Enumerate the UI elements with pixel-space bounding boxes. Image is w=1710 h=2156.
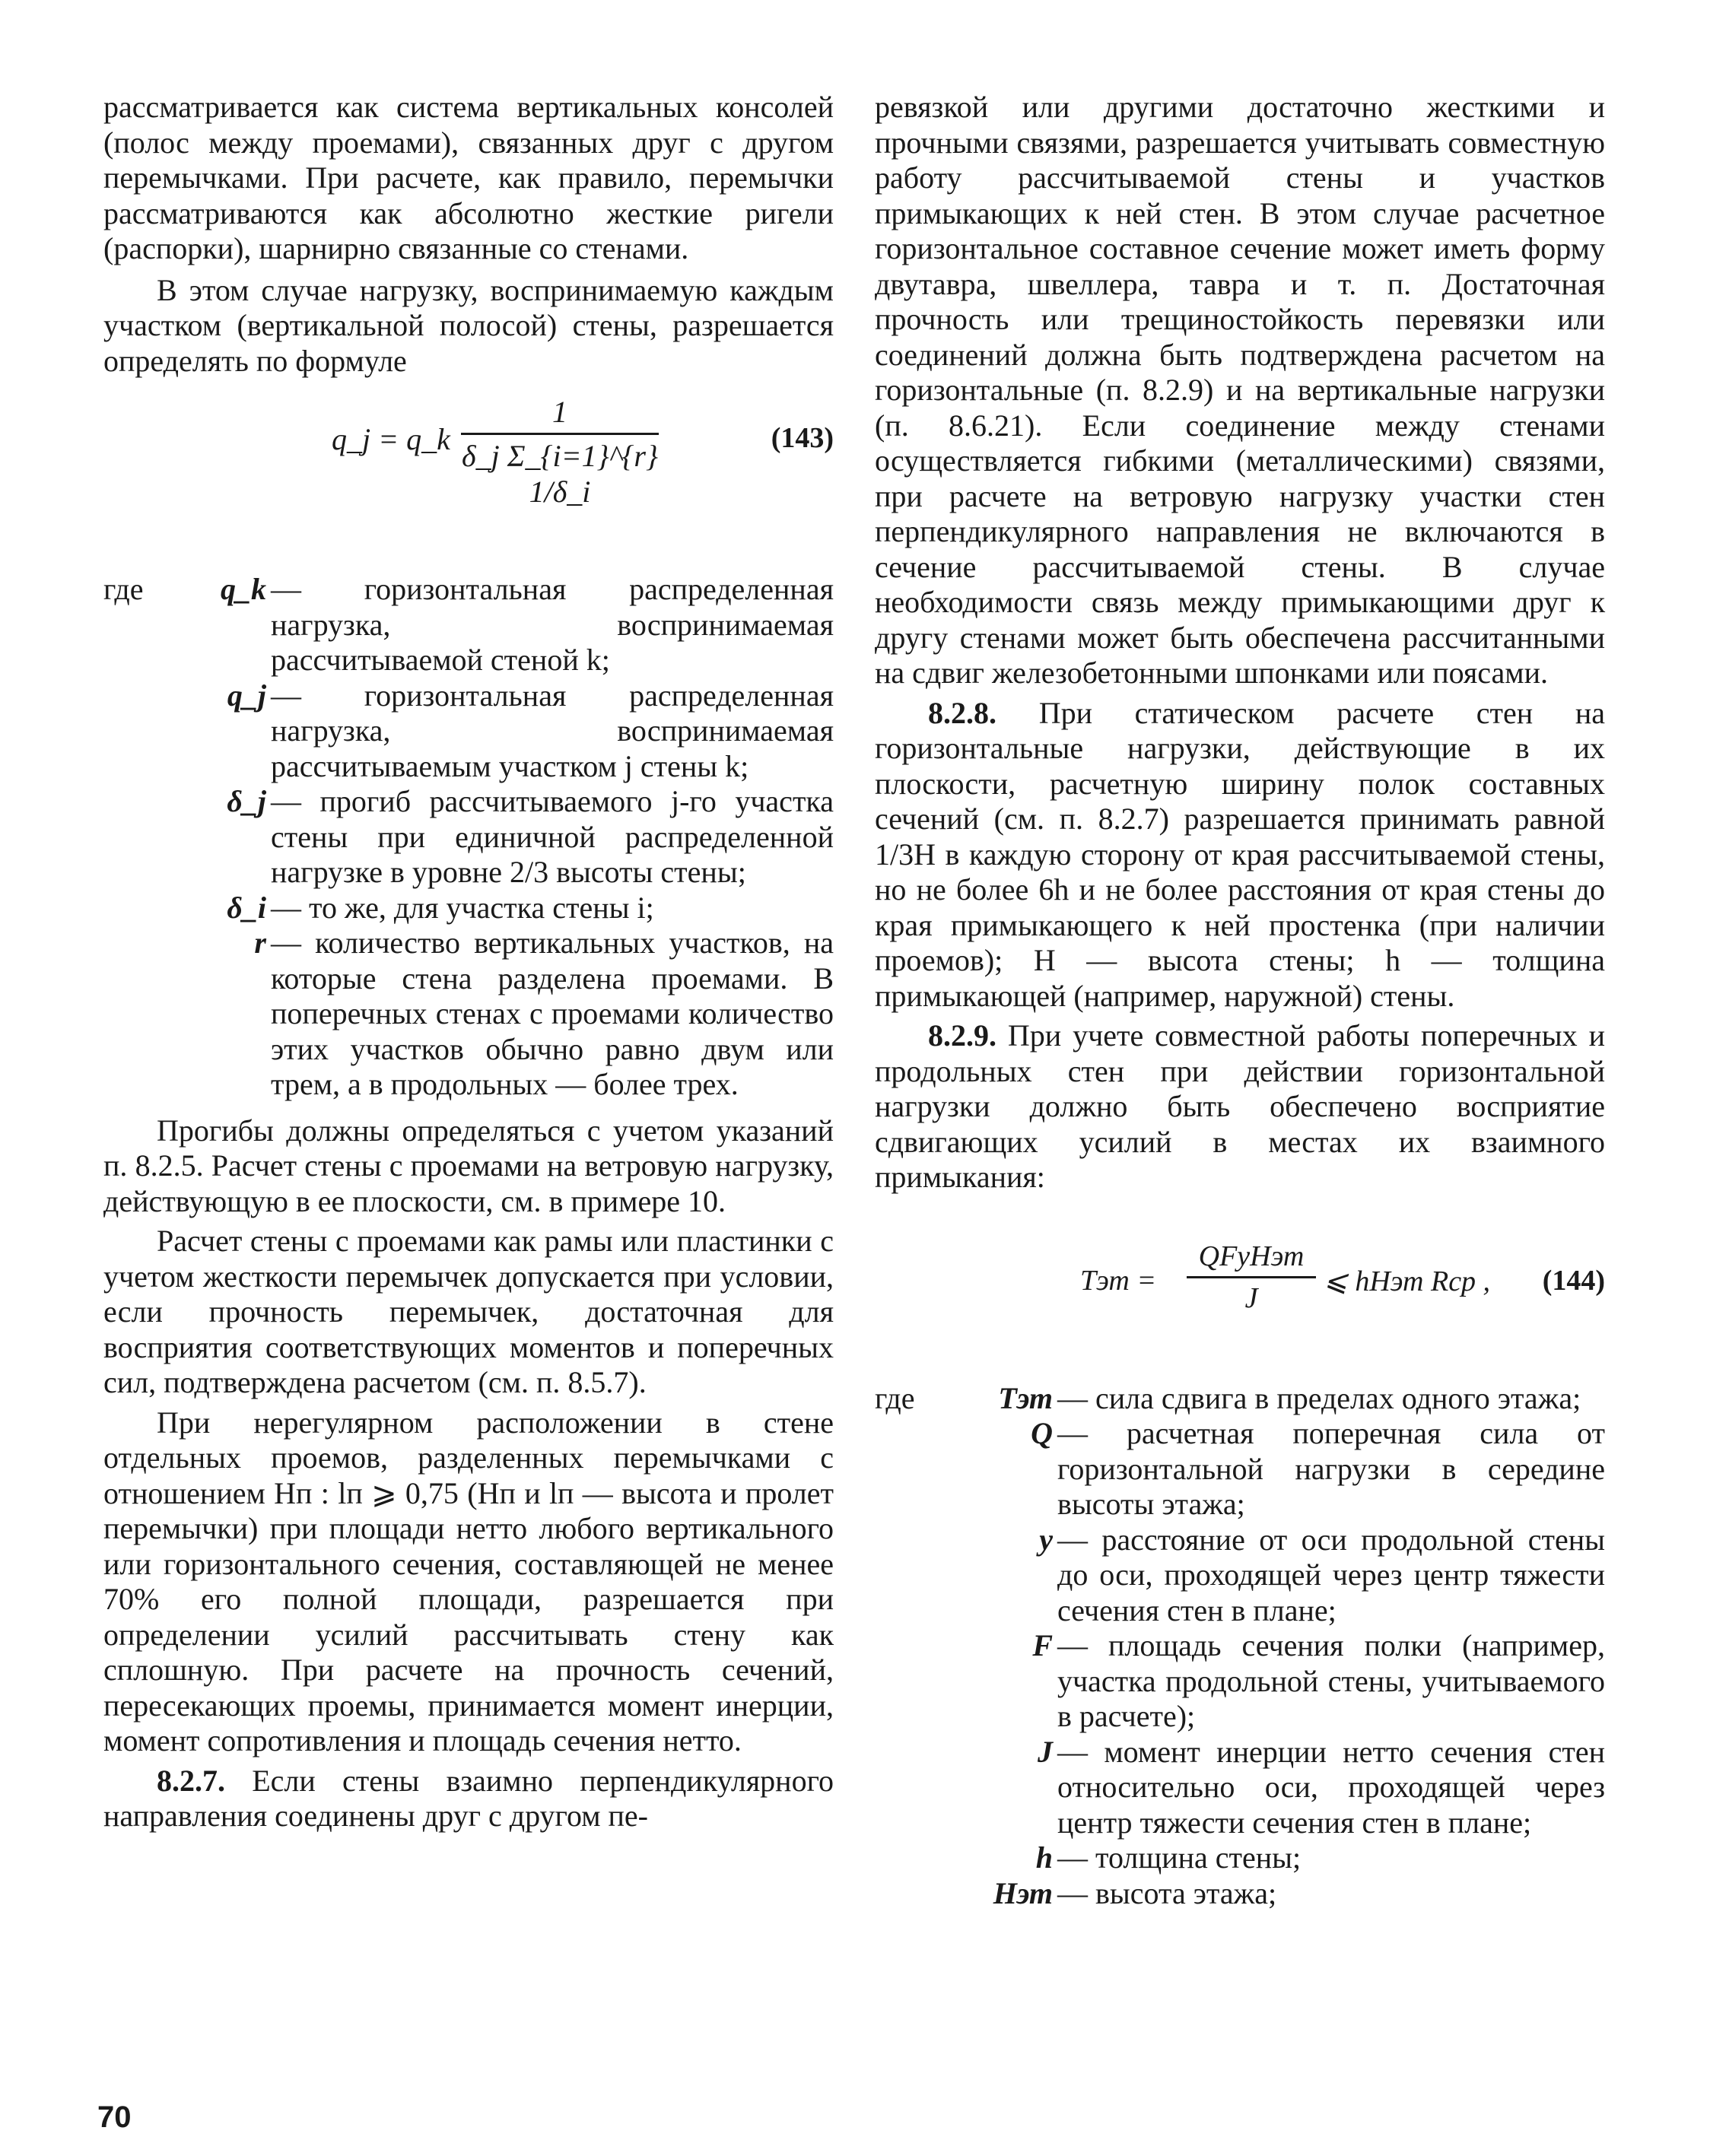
definition-symbol: q_k xyxy=(221,572,266,606)
formula-number: (143) xyxy=(771,422,834,454)
definition-item xyxy=(103,678,834,785)
paragraph: При нерегулярном расположении в стене отдельных проемов, разделенных перемычками с отношением Hп : lп ⩾ 0,75 (Hп и lп — высота и пролет перемычки) при площади нетто любого вертикального или горизонтального сечения, составляющей не менее 70% его полной площади, разрешается при определении усилий рассчитывать стену как сплошную. При расчете на прочность сечений, пересекающих проемы, принимается момент инерции, момент сопротивления и площадь сечения нетто. xyxy=(103,1405,834,1758)
definition-item xyxy=(103,784,834,891)
definition-symbol: F xyxy=(1032,1628,1053,1662)
where-word: где xyxy=(103,572,144,606)
definition-item xyxy=(875,1416,1605,1523)
paragraph-text: Если стены взаимно перпендикулярного направления соединены друг с другом пе- xyxy=(103,1763,834,1833)
paragraph xyxy=(875,1018,1605,1195)
section-number: 8.2.9. xyxy=(928,1018,996,1053)
definition-item xyxy=(875,1735,1605,1841)
formula-fraction xyxy=(1187,1240,1316,1315)
formula-143 xyxy=(103,379,834,569)
formula-rhs: ⩽ hHэт Rср , xyxy=(1324,1265,1491,1297)
definition-symbol: J xyxy=(1038,1734,1053,1769)
definition-text: — горизонтальная распределенная нагрузка, воспринимаемая рассчитываемой стеной k; xyxy=(271,572,834,677)
definition-text: — момент инерции нетто сечения стен относительно оси, проходящей через центр тяжести сечения стен в плане; xyxy=(1057,1734,1605,1840)
definition-text: — то же, для участка стены i; xyxy=(271,890,654,925)
where-word: где xyxy=(875,1380,915,1415)
definition-text: — количество вертикальных участков, на которые стена разделена проемами. В поперечных стенах с проемами количество этих участков обычно равно двум или трем, а в продольных — более трех. xyxy=(271,926,834,1101)
paragraph: рассматривается как система вертикальных консолей (полос между проемами), связанных друг с другом перемычками. При расчете, как правило, перемычки рассматриваются как абсолютно жесткие ригели (распорки), шарнирно связанные со стенами. xyxy=(103,90,834,265)
definition-text: — толщина стены; xyxy=(1057,1840,1302,1875)
paragraph: В этом случае нагрузку, воспринимаемую каждым участком (вертикальной полосой) стены, разрешается определять по формуле xyxy=(103,272,834,378)
definition-text: — площадь сечения полки (например, участка продольной стены, учитываемого в расчете); xyxy=(1057,1628,1605,1733)
definition-item xyxy=(103,926,834,1103)
definition-symbol: r xyxy=(254,926,266,960)
definition-text: — расчетная поперечная сила от горизонтальной нагрузки в середине высоты этажа; xyxy=(1057,1416,1605,1521)
paragraph xyxy=(103,1764,834,1834)
paragraph: Прогибы должны определяться с учетом указаний п. 8.2.5. Расчет стены с проемами на ветровую нагрузку, действующую в ее плоскости, см. в примере 10. xyxy=(103,1113,834,1218)
definition-item xyxy=(875,1381,1605,1417)
paragraph: ревязкой или другими достаточно жесткими и прочными связями, разрешается учитывать совместную работу рассчитываемой стены и участков примыкающих к ней стен. В этом случае расчетное горизонтальное составное сечение может иметь форму двутавра, швеллера, тавра и т. п. Достаточная прочность или трещиностойкость перевязки или соединений должна быть подтверждена расчетом на горизонтальные (п. 8.2.9) и на вертикальные нагрузки (п. 8.6.21). Если соединение между стенами осуществляется гибкими (металлическими) связями, при расчете на ветровую нагрузку участки стен перпендикулярного направления не включаются в сечение рассчитываемой стены. В случае необходимости связь между примыкающими друг к другу стенами может быть обеспечена рассчитанными на сдвиг железобетонными шпонками или поясами. xyxy=(875,90,1605,690)
formula-144 xyxy=(875,1218,1605,1378)
formula-number: (144) xyxy=(1542,1264,1605,1297)
definition-item xyxy=(875,1876,1605,1912)
formula-numerator: QFyHэт xyxy=(1198,1240,1305,1272)
definition-symbol: δ_i xyxy=(227,890,266,925)
definition-symbol: q_j xyxy=(227,678,266,713)
definition-symbol: h xyxy=(1035,1840,1053,1875)
page-number: 70 xyxy=(97,2100,132,2134)
left-column xyxy=(103,90,834,1834)
definition-text: — сила сдвига в пределах одного этажа; xyxy=(1057,1380,1581,1415)
definition-symbol: δ_j xyxy=(227,784,266,818)
definition-symbol: Hэт xyxy=(993,1875,1053,1910)
definition-item xyxy=(103,891,834,926)
paragraph-text: При учете совместной работы поперечных и продольных стен при действии горизонтальной нагрузки должно быть обеспечено восприятие сдвигающих усилий в местах их взаимного примыкания: xyxy=(875,1018,1605,1194)
formula-lhs: q_j = q_k xyxy=(332,422,450,456)
definition-symbol: Q xyxy=(1031,1416,1053,1450)
definition-text: — расстояние от оси продольной стены до оси, проходящей через центр тяжести сечения стен в плане; xyxy=(1057,1522,1605,1627)
definitions-list xyxy=(875,1381,1605,1912)
paragraph: Расчет стены с проемами как рамы или пластинки с учетом жесткости перемычек допускается при условии, если прочность перемычек, достаточная для восприятия соответствующих моментов и поперечных сил, подтверждена расчетом (см. п. 8.5.7). xyxy=(103,1224,834,1399)
section-number: 8.2.7. xyxy=(157,1763,225,1798)
formula-denominator: δ_j Σ_{i=1}^{r} 1/δ_i xyxy=(461,439,658,509)
right-column xyxy=(875,90,1605,1911)
formula-lhs: Tэт = xyxy=(1080,1264,1156,1297)
formula-denominator: J xyxy=(1244,1281,1258,1314)
definition-text: — высота этажа; xyxy=(1057,1875,1277,1910)
definition-item xyxy=(875,1628,1605,1735)
definition-item xyxy=(103,572,834,678)
definition-item xyxy=(875,1840,1605,1876)
definition-symbol: y xyxy=(1039,1522,1053,1557)
definition-symbol: Tэт xyxy=(998,1380,1053,1415)
formula-numerator: 1 xyxy=(552,395,567,429)
paragraph xyxy=(875,696,1605,1014)
formula-fraction xyxy=(461,394,659,510)
definition-item xyxy=(875,1523,1605,1629)
definition-text: — прогиб рассчитываемого j-го участка стены при единичной распределенной нагрузке в уровне 2/3 высоты стены; xyxy=(271,784,834,889)
definition-text: — горизонтальная распределенная нагрузка, воспринимаемая рассчитываемым участком j стены k; xyxy=(271,678,834,783)
section-number: 8.2.8. xyxy=(928,695,996,730)
definitions-list xyxy=(103,572,834,1103)
paragraph-text: При статическом расчете стен на горизонтальные нагрузки, действующие в их плоскости, расчетную ширину полок составных сечений (см. п. 8.2.7) разрешается принимать равной 1/3H в каждую сторону от края рассчитываемой стены, но не более 6h и не более расстояния от края стены до края примыкающего к ней простенка (при наличии проемов); H — высота стены; h — толщина примыкающей (например, наружной) стены. xyxy=(875,695,1605,1013)
